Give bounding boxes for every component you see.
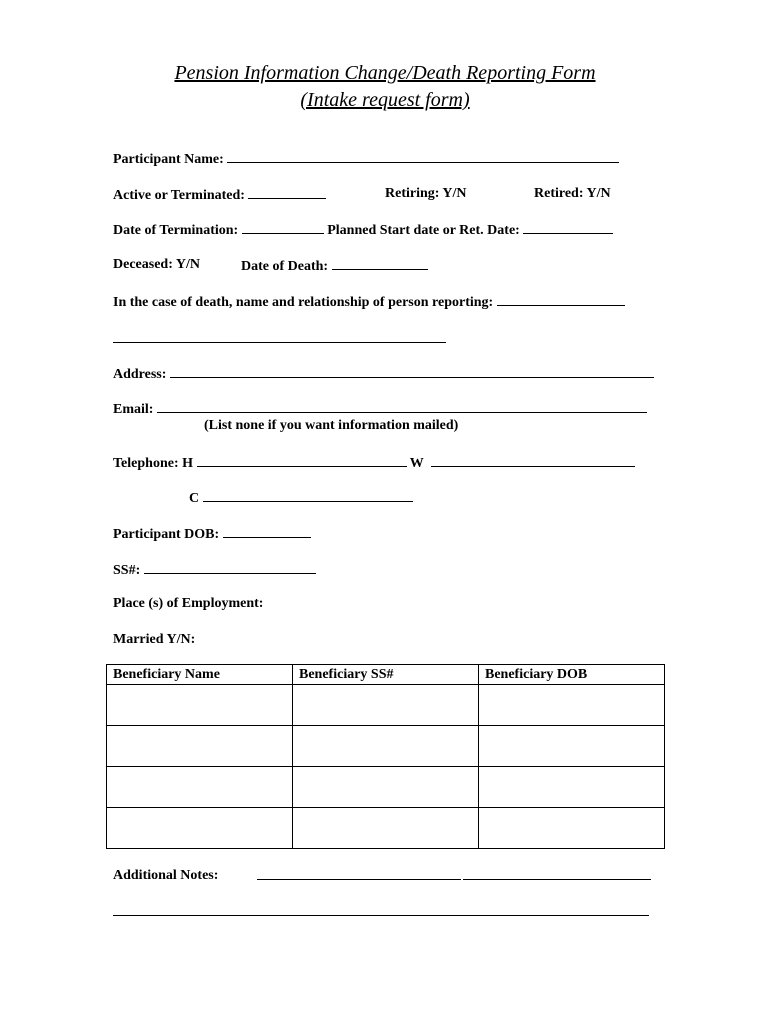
active-terminated-field[interactable]	[248, 185, 326, 199]
telephone-cell-label: C	[189, 491, 200, 506]
date-of-termination-label: Date of Termination:	[113, 223, 239, 238]
retired-label: Retired: Y/N	[534, 186, 611, 201]
retiring-label: Retiring: Y/N	[385, 186, 467, 201]
beneficiary-name-cell[interactable]	[107, 685, 293, 726]
active-terminated-row	[113, 185, 326, 205]
additional-notes-field-2[interactable]	[463, 879, 651, 880]
date-of-death-row	[241, 256, 428, 276]
beneficiary-dob-cell[interactable]	[479, 685, 665, 726]
date-of-termination-field[interactable]	[242, 220, 324, 234]
form-title: Pension Information Change/Death Reporting Form	[174, 62, 596, 84]
table-row	[107, 685, 665, 726]
married-label: Married Y/N:	[113, 632, 196, 647]
beneficiary-header-row	[107, 665, 665, 685]
beneficiary-ss-cell[interactable]	[293, 767, 479, 808]
telephone-home-label: Telephone: H	[113, 456, 193, 471]
email-note: (List none if you want information mailed)	[204, 418, 459, 433]
active-terminated-label: Active or Terminated:	[113, 188, 245, 203]
email-field[interactable]	[157, 399, 647, 413]
additional-notes-field-3[interactable]	[113, 915, 649, 916]
additional-notes-field-1[interactable]	[257, 879, 461, 880]
death-reporting-field-continued[interactable]	[113, 342, 446, 343]
address-field[interactable]	[170, 364, 654, 378]
planned-start-label: Planned Start date or Ret. Date:	[327, 223, 520, 238]
address-label: Address:	[113, 367, 167, 382]
ss-label: SS#:	[113, 563, 141, 578]
beneficiary-dob-cell[interactable]	[479, 726, 665, 767]
ss-field[interactable]	[144, 560, 316, 574]
date-of-death-label: Date of Death:	[241, 259, 329, 274]
beneficiary-ss-cell[interactable]	[293, 726, 479, 767]
table-row	[107, 767, 665, 808]
beneficiary-name-cell[interactable]	[107, 808, 293, 849]
participant-name-label: Participant Name:	[113, 152, 224, 167]
beneficiary-dob-header: Beneficiary DOB	[479, 665, 665, 685]
beneficiary-ss-cell[interactable]	[293, 808, 479, 849]
termination-row	[113, 220, 613, 240]
death-reporting-label: In the case of death, name and relationship of person reporting:	[113, 295, 494, 310]
place-of-employment-label: Place (s) of Employment:	[113, 596, 264, 611]
email-label: Email:	[113, 402, 154, 417]
beneficiary-name-cell[interactable]	[107, 726, 293, 767]
beneficiary-dob-cell[interactable]	[479, 767, 665, 808]
telephone-row	[113, 453, 635, 473]
date-of-death-field[interactable]	[332, 256, 428, 270]
death-reporting-row	[113, 292, 625, 312]
email-row	[113, 399, 647, 419]
table-row	[107, 808, 665, 849]
beneficiary-name-cell[interactable]	[107, 767, 293, 808]
participant-dob-row	[113, 524, 311, 544]
beneficiary-ss-header: Beneficiary SS#	[293, 665, 479, 685]
participant-dob-field[interactable]	[223, 524, 311, 538]
telephone-work-field[interactable]	[431, 453, 635, 467]
telephone-home-field[interactable]	[197, 453, 407, 467]
table-row	[107, 726, 665, 767]
beneficiary-name-header: Beneficiary Name	[107, 665, 293, 685]
participant-dob-label: Participant DOB:	[113, 527, 220, 542]
participant-name-field[interactable]	[227, 149, 619, 163]
planned-start-field[interactable]	[523, 220, 613, 234]
death-reporting-field[interactable]	[497, 292, 625, 306]
deceased-label: Deceased: Y/N	[113, 257, 200, 272]
participant-name-row	[113, 149, 619, 169]
form-subtitle: (Intake request form)	[300, 89, 470, 111]
additional-notes-label: Additional Notes:	[113, 868, 219, 883]
ss-row	[113, 560, 316, 580]
beneficiary-ss-cell[interactable]	[293, 685, 479, 726]
beneficiary-dob-cell[interactable]	[479, 808, 665, 849]
telephone-cell-field[interactable]	[203, 488, 413, 502]
address-row	[113, 364, 654, 384]
telephone-work-label: W	[409, 456, 424, 471]
beneficiary-table	[106, 664, 665, 849]
telephone-cell-row	[189, 488, 413, 508]
